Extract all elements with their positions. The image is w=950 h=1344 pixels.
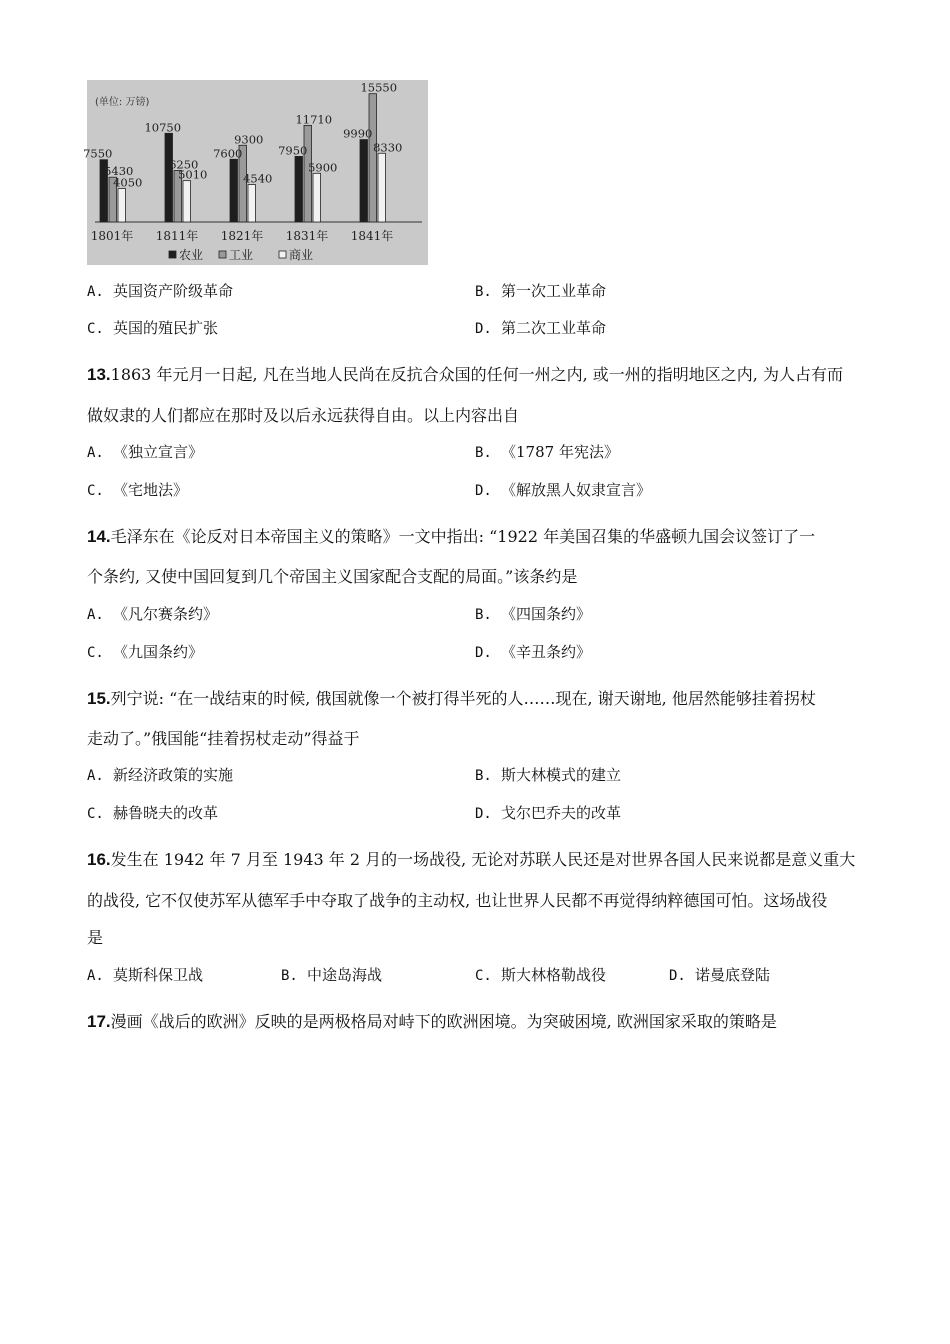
q13-stem-line1: 13.1863 年元月一日起, 凡在当地人民尚在反抗合众国的任何一州之内, 或一州的指明地区之内, 为人占有而 (87, 365, 843, 384)
value-label-2-2: 6250 (169, 157, 199, 172)
value-label-1-5: 9990 (343, 126, 373, 141)
q15-options-row1 (87, 762, 877, 788)
q15-options-row2 (87, 800, 877, 826)
q15-stem-line1: 15.列宁说: “在一战结束的时候, 俄国就像一个被打得半死的人……现在, 谢天谢地, 他居然能够挂着拐杖 (87, 689, 816, 708)
q15-option-d[interactable]: D. 戈尔巴乔夫的改革 (475, 804, 622, 822)
q16-stem-line1: 16.发生在 1942 年 7 月至 1943 年 2 月的一场战役, 无论对苏联人民还是对世界各国人民来说都是意义重大 (87, 850, 856, 869)
q15-option-c[interactable]: C. 赫鲁晓夫的改革 (87, 804, 219, 822)
value-label-1-1: 7550 (83, 146, 113, 161)
value-label-2-5: 15550 (360, 80, 398, 95)
q13-number: 13. (87, 365, 111, 384)
q16-option-d[interactable]: D. 诺曼底登陆 (669, 966, 771, 984)
legend-swatch-2 (219, 251, 226, 258)
q15-option-a[interactable]: A. 新经济政策的实施 (87, 766, 234, 784)
category-label-1: 1801年 (90, 229, 134, 243)
q12-option-d[interactable]: D. 第二次工业革命 (475, 319, 607, 337)
q16-stem-line2: 的战役, 它不仅使苏军从德军手中夺取了战争的主动权, 也让世界人民都不再觉得纳粹德国可怕。这场战役 (87, 891, 828, 910)
q17-number: 17. (87, 1012, 111, 1031)
q16-option-b[interactable]: B. 中途岛海战 (281, 966, 383, 984)
q12-option-b[interactable]: B. 第一次工业革命 (475, 282, 607, 300)
bar-3-1 (118, 189, 126, 222)
value-label-2-4: 11710 (295, 112, 333, 127)
bar-chart-svg (83, 80, 428, 265)
bar-3-2 (183, 181, 191, 222)
q13-option-d[interactable]: D. 《解放黑人奴隶宣言》 (475, 481, 652, 499)
category-label-5: 1841年 (350, 229, 394, 243)
q15-number: 15. (87, 689, 111, 708)
bar-1-2 (165, 133, 173, 222)
q14-options-row2 (87, 639, 877, 665)
bar-1-5 (360, 140, 368, 222)
q12-option-a[interactable]: A. 英国资产阶级革命 (87, 282, 234, 300)
q12-option-c[interactable]: C. 英国的殖民扩张 (87, 319, 219, 337)
q15-stem-line2: 走动了。”俄国能“挂着拐杖走动”得益于 (87, 729, 360, 748)
q13-option-a[interactable]: A. 《独立宣言》 (87, 443, 204, 461)
value-label-3-5: 8330 (373, 140, 403, 155)
q14-stem-line2: 个条约, 又使中国回复到几个帝国主义国家配合支配的局面。”该条约是 (87, 567, 578, 586)
legend-swatch-1 (169, 251, 176, 258)
category-label-2: 1811年 (155, 229, 199, 243)
legend-label-2: 工业 (229, 248, 254, 262)
q16-options-row (87, 962, 877, 988)
q16-number: 16. (87, 850, 111, 869)
q16-option-a[interactable]: A. 莫斯科保卫战 (87, 966, 204, 984)
category-label-4: 1831年 (285, 229, 329, 243)
value-label-3-2: 5010 (178, 167, 208, 182)
q16-stem-line3: 是 (87, 928, 104, 947)
q14-number: 14. (87, 527, 111, 546)
category-label-3: 1821年 (220, 229, 264, 243)
value-label-1-4: 7950 (278, 143, 308, 158)
bar-2-5 (369, 94, 377, 222)
q13-options-row1 (87, 439, 877, 465)
value-label-3-1: 4050 (113, 175, 143, 190)
q14-option-c[interactable]: C. 《九国条约》 (87, 643, 204, 661)
value-label-3-4: 5900 (308, 160, 338, 175)
value-label-3-3: 4540 (243, 171, 273, 186)
legend-label-3: 商业 (289, 248, 314, 262)
bar-3-5 (378, 153, 386, 222)
q14-stem-line1: 14.毛泽东在《论反对日本帝国主义的策略》一文中指出: “1922 年美国召集的华盛顿九国会议签订了一 (87, 527, 816, 546)
q14-option-a[interactable]: A. 《凡尔赛条约》 (87, 605, 219, 623)
q14-options-row1 (87, 601, 877, 627)
bar-1-4 (295, 156, 303, 222)
q16-option-c[interactable]: C. 斯大林格勒战役 (475, 966, 607, 984)
value-label-2-3: 9300 (234, 132, 264, 147)
q14-option-d[interactable]: D. 《辛丑条约》 (475, 643, 592, 661)
q13-option-b[interactable]: B. 《1787 年宪法》 (475, 443, 619, 461)
q17-stem-line1: 17.漫画《战后的欧洲》反映的是两极格局对峙下的欧洲困境。为突破困境, 欧洲国家采取的策略是 (87, 1012, 777, 1031)
bar-3-4 (313, 173, 321, 222)
q13-stem-line2: 做奴隶的人们都应在那时及以后永远获得自由。以上内容出自 (87, 406, 520, 425)
q14-option-b[interactable]: B. 《四国条约》 (475, 605, 592, 623)
legend-label-1: 农业 (179, 248, 204, 262)
chart-unit-label: (单位: 万镑) (95, 97, 150, 108)
q15-option-b[interactable]: B. 斯大林模式的建立 (475, 766, 622, 784)
q13-options-row2 (87, 477, 877, 503)
q13-option-c[interactable]: C. 《宅地法》 (87, 481, 189, 499)
value-label-1-2: 10750 (144, 120, 182, 135)
bar-3-3 (248, 185, 256, 222)
legend-swatch-3 (279, 251, 286, 258)
trade-chart (83, 80, 428, 265)
q12-options-row2 (87, 315, 877, 341)
value-label-1-3: 7600 (213, 146, 243, 161)
value-label-2-1: 5430 (104, 164, 134, 179)
bar-1-3 (230, 159, 238, 222)
q12-options-row1 (87, 278, 877, 304)
